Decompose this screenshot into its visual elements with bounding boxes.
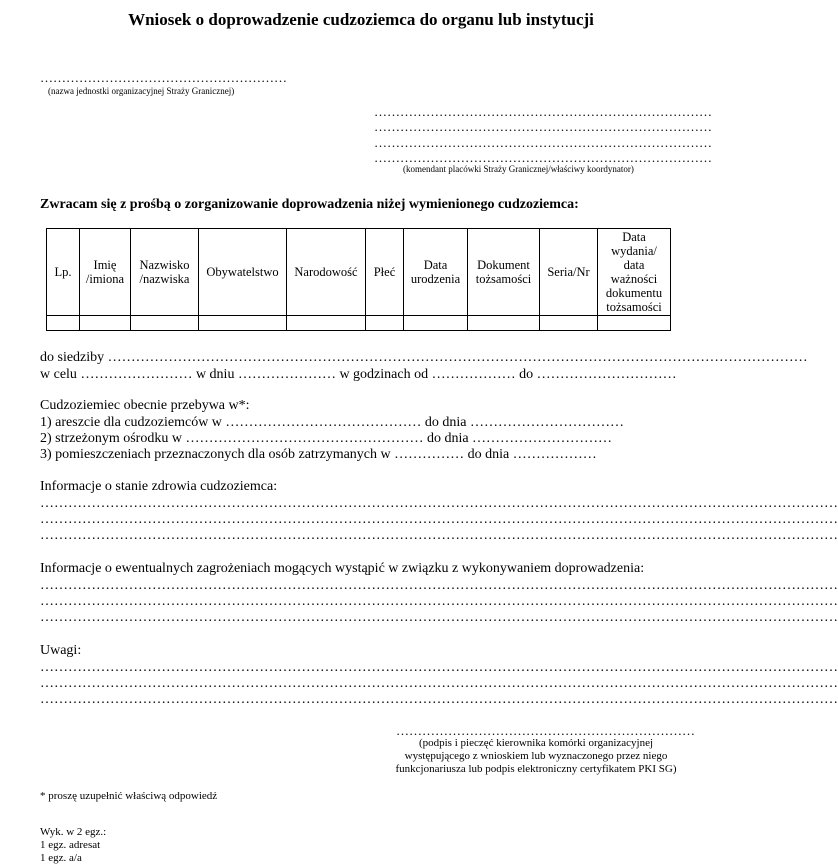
stay-item-number: 1) (40, 415, 52, 430)
stay-item (40, 431, 670, 447)
request-sentence: Zwracam się z prośbą o zorganizowanie doprowadzenia niżej wymienionego cudzoziemca: (40, 197, 579, 212)
stay-item (40, 447, 670, 463)
unit-name-caption: (nazwa jednostki organizacyjnej Straży Granicznej) (48, 86, 235, 96)
signature-field: …………………………………………………………… (396, 723, 695, 738)
remarks-line: ……………………………………………………………………………………………………………………………………………………… (40, 676, 838, 691)
table-header-cell: Data urodzenia (404, 229, 468, 316)
hours-from-dots: ……………… (431, 367, 516, 382)
table-header-cell: Data wydania/ data ważności dokumentu tożsamości (598, 229, 671, 316)
table-cell[interactable] (47, 316, 80, 331)
table-cell[interactable] (598, 316, 671, 331)
stay-item-number: 3) (40, 447, 52, 462)
signature-caption: (podpis i pieczęć kierownika komórki organizacyjnej występującego z wnioskiem lub wyznaczonego przez niego funkcjonariusza lub podpis elektroniczny certyfikatem PKI SG) (395, 737, 677, 775)
stay-item-until: do dnia (424, 415, 467, 430)
table-header-cell: Narodowość (287, 229, 366, 316)
table-header-row (47, 229, 671, 316)
stay-item-dots: …………………………………………… (185, 431, 424, 446)
table-row (47, 316, 671, 331)
remarks-line: ……………………………………………………………………………………………………………………………………………………… (40, 660, 838, 675)
commander-line: …………………………………………………………………… (374, 135, 712, 150)
stay-item-date-dots: …………………………… (470, 415, 625, 430)
stay-item-number: 2) (40, 431, 52, 446)
commander-line: …………………………………………………………………… (374, 150, 712, 165)
stay-label: Cudzoziemiec obecnie przebywa w*: (40, 398, 250, 413)
table-cell[interactable] (80, 316, 131, 331)
table-cell[interactable] (540, 316, 598, 331)
stay-item-text: pomieszczeniach przeznaczonych dla osób zatrzymanych w (55, 447, 391, 462)
commander-line: …………………………………………………………………… (374, 104, 712, 119)
stay-item-text: strzeżonym ośrodku w (55, 431, 182, 446)
destination-dots: …………………………………………………………………………………………………………………………………… (107, 350, 808, 365)
document-title: Wniosek o doprowadzenie cudzoziemca do organu lub instytucji (128, 10, 594, 29)
table-header-cell: Nazwisko /nazwiska (131, 229, 199, 316)
stay-item-until: do dnia (467, 447, 510, 462)
health-line: ……………………………………………………………………………………………………………………………………………………… (40, 496, 838, 511)
table-cell[interactable] (287, 316, 366, 331)
foreigner-table (46, 228, 671, 331)
table-header-cell: Seria/Nr (540, 229, 598, 316)
destination-label: do siedziby (40, 350, 105, 365)
table-header-cell: Płeć (366, 229, 404, 316)
table-header-cell: Obywatelstwo (199, 229, 287, 316)
hours-to-dots: ………………………… (536, 367, 677, 382)
stay-item-dots: …………………………………… (225, 415, 422, 430)
health-label: Informacje o stanie zdrowia cudzoziemca: (40, 479, 278, 494)
table-header-cell: Imię /imiona (80, 229, 131, 316)
stay-item-date-dots: ………………………… (472, 431, 613, 446)
unit-name-field: ………………………………………………… (40, 70, 287, 85)
threats-line: ……………………………………………………………………………………………………………………………………………………… (40, 610, 838, 625)
purpose-dots: …………………… (80, 367, 193, 382)
stay-item-date-dots: ……………… (512, 447, 597, 462)
remarks-line: ……………………………………………………………………………………………………………………………………………………… (40, 692, 838, 707)
footnote: * proszę uzupełnić właściwą odpowiedź (40, 790, 218, 802)
day-dots: ………………… (237, 367, 336, 382)
table-cell[interactable] (366, 316, 404, 331)
day-label: w dniu (195, 367, 235, 382)
table-header-cell: Dokument tożsamości (468, 229, 540, 316)
table-cell[interactable] (468, 316, 540, 331)
copies-line: 1 egz. adresat (40, 839, 101, 851)
table-cell[interactable] (404, 316, 468, 331)
purpose-label: w celu (40, 367, 77, 382)
hours-to-label: do (519, 367, 534, 382)
commander-caption: (komendant placówki Straży Granicznej/właściwy koordynator) (403, 164, 634, 174)
commander-line: …………………………………………………………………… (374, 119, 712, 134)
stay-item-text: areszcie dla cudzoziemców w (55, 415, 222, 430)
table-cell[interactable] (131, 316, 199, 331)
remarks-label: Uwagi: (40, 643, 82, 658)
stay-item (40, 415, 670, 431)
stay-item-dots: …………… (394, 447, 465, 462)
threats-label: Informacje o ewentualnych zagrożeniach mogących wystąpić w związku z wykonywaniem doprowadzenia: (40, 561, 645, 576)
copies-line: Wyk. w 2 egz.: (40, 826, 107, 838)
table-header-cell: Lp. (47, 229, 80, 316)
copies-line: 1 egz. a/a (40, 852, 82, 864)
threats-line: ……………………………………………………………………………………………………………………………………………………… (40, 578, 838, 593)
hours-label: w godzinach od (339, 367, 429, 382)
table-cell[interactable] (199, 316, 287, 331)
stay-item-until: do dnia (426, 431, 469, 446)
purpose-row (40, 367, 677, 383)
destination-row (40, 350, 808, 366)
health-line: ……………………………………………………………………………………………………………………………………………………… (40, 528, 838, 543)
threats-line: ……………………………………………………………………………………………………………………………………………………… (40, 594, 838, 609)
health-line: ……………………………………………………………………………………………………………………………………………………… (40, 512, 838, 527)
